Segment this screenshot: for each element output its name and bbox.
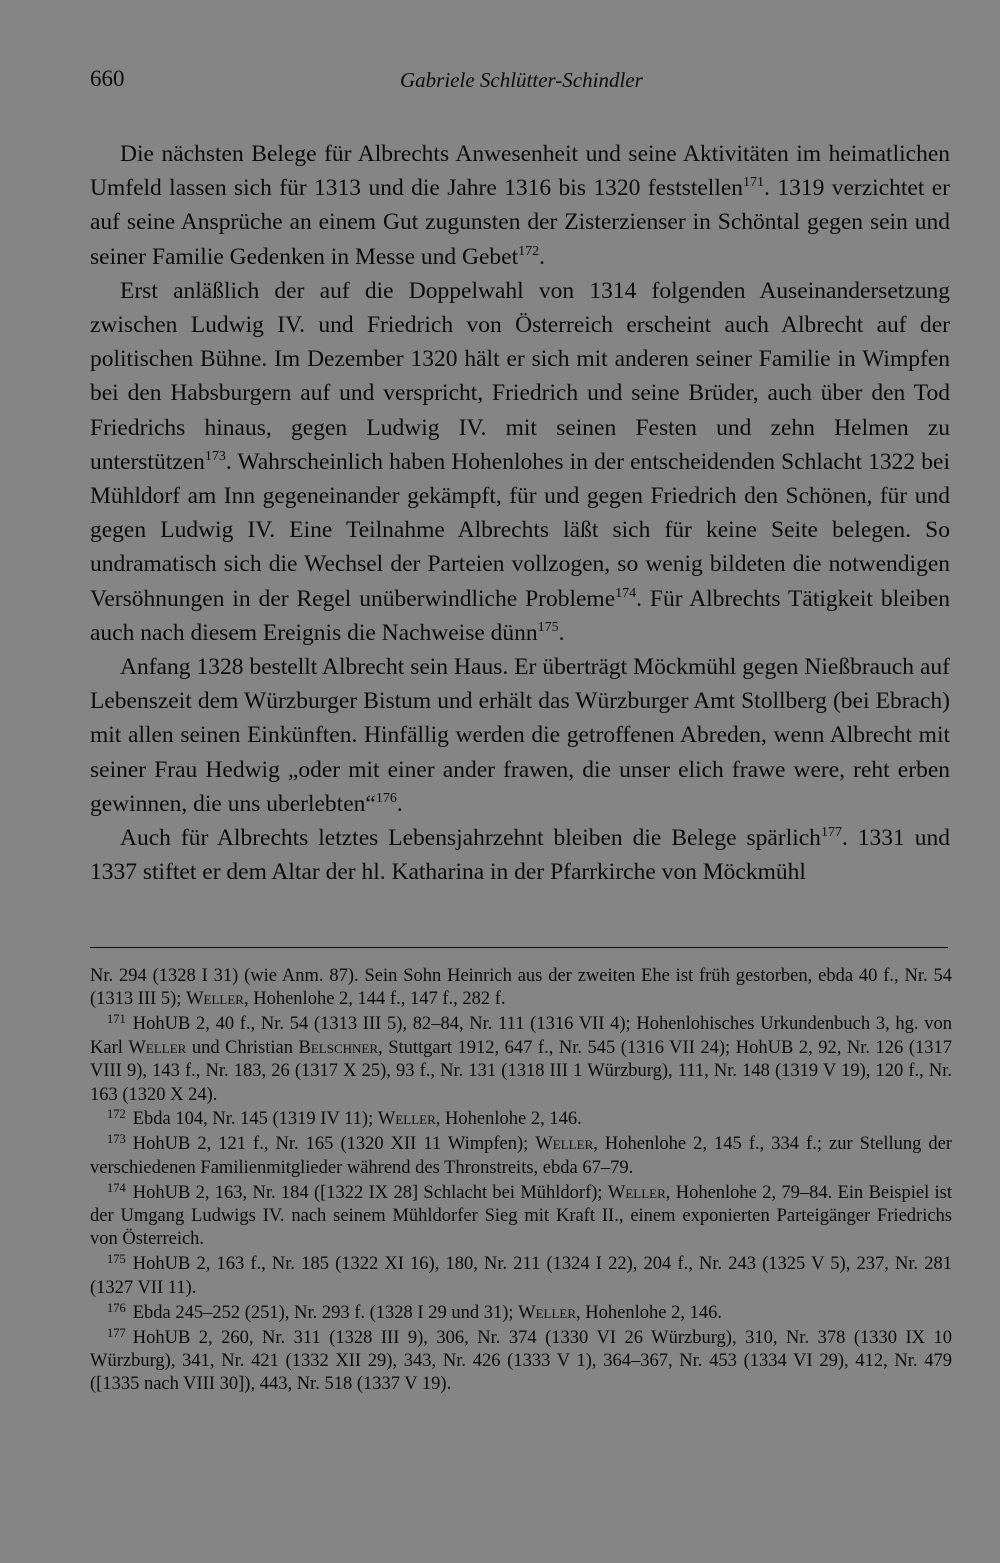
footnote-number: 171 — [107, 1012, 126, 1027]
text-run: . 1331 und 1337 stiftet er dem Altar der hl. Katharina in der Pfarrkirche von Möckmühl — [90, 825, 950, 886]
footnote-number: 173 — [107, 1132, 126, 1147]
footnote — [90, 1108, 952, 1131]
text-run: HohUB 2, 40 f., Nr. 54 (1313 III 5), 82–84, Nr. 111 (1316 VII 4); Hohenlohisches Urkundenbuch 3, hg. von Karl — [90, 1014, 952, 1058]
text-run: Die nächsten Belege für Albrechts Anwesenheit und seine Aktivitäten im heimatlichen Umfeld lassen sich für 1313 und die Jahre 1316 bis 1320 feststellen — [90, 141, 950, 202]
footnote — [90, 1133, 952, 1180]
author-name: Weller — [607, 1182, 666, 1203]
footnote-ref: 176 — [375, 790, 397, 806]
footnote-ref: 177 — [820, 825, 842, 841]
text-run: , Hohenlohe 2, 146. — [576, 1302, 722, 1323]
footnotes — [90, 965, 952, 1398]
footnote — [90, 1013, 952, 1107]
text-run: . Wahrscheinlich haben Hohenlohes in der entscheidenden Schlacht 1322 bei Mühldorf am Inn gegeneinander gekämpft, für und gegen Friedrich den Schönen, für und gegen Ludwig IV. Eine Teilnahme Albrechts läßt sich für keine Seite belegen. So undramatisch sich die Wechsel der Parteien vollzogen, so wenig bildeten die notwendigen Versöhnungen in der Regel unüberwindliche Probleme — [90, 448, 950, 612]
footnote-ref: 173 — [204, 448, 226, 464]
paragraph — [90, 821, 950, 889]
main-text — [90, 137, 950, 889]
text-run: HohUB 2, 163 f., Nr. 185 (1322 XI 16), 180, Nr. 211 (1324 I 22), 204 f., Nr. 243 (1325 V 5), 237, Nr. 281 (1327 VII 11). — [90, 1254, 952, 1298]
footnote — [90, 1327, 952, 1397]
footnote-number: 172 — [107, 1107, 126, 1122]
footnote-ref: 172 — [518, 243, 540, 259]
text-run: . 1319 verzichtet er auf seine Ansprüche an einem Gut zugunsten der Zisterzienser in Schöntal gegen sein und seiner Familie Gedenken in Messe und Gebet — [90, 175, 950, 270]
text-run: HohUB 2, 163, Nr. 184 ([1322 IX 28] Schlacht bei Mühldorf); — [132, 1182, 608, 1203]
text-run: , Hohenlohe 2, 79–84. Ein Beispiel ist der Umgang Ludwigs IV. nach seinem Mühldorfer Sieg mit Kraft II., einem exponierten Parteigänger Friedrichs von Österreich. — [90, 1182, 952, 1250]
page-number: 660 — [90, 66, 125, 91]
author-name: Weller — [535, 1134, 594, 1155]
footnote-ref: 174 — [615, 585, 637, 601]
text-run: . — [558, 619, 565, 646]
footnote-rule — [90, 947, 948, 948]
text-run: . Für Albrechts Tätigkeit bleiben auch nach diesem Ereignis die Nachweise dünn — [90, 585, 950, 646]
text-run: Auch für Albrechts letztes Lebensjahrzehnt bleiben die Belege spärlich — [120, 825, 821, 852]
text-run: HohUB 2, 260, Nr. 311 (1328 III 9), 306, Nr. 374 (1330 VI 26 Würzburg), 310, Nr. 378 (1330 IX 10 Würzburg), 341, Nr. 421 (1332 XII 29), 343, Nr. 426 (1333 V 1), 364–367, Nr. 453 (1334 VI 29), 412, Nr. 479 ([1335 nach VIII 30]), 443, Nr. 518 (1337 V 19). — [90, 1327, 952, 1395]
footnote-number: 175 — [107, 1252, 126, 1267]
author-name: Weller — [186, 989, 244, 1010]
text-run: und Christian — [186, 1037, 299, 1058]
author-name: Weller — [518, 1302, 577, 1323]
footnote-number: 174 — [107, 1180, 126, 1195]
author-name: Weller — [377, 1109, 436, 1130]
text-run: , Hohenlohe 2, 146. — [435, 1109, 582, 1130]
text-run: Anfang 1328 bestellt Albrecht sein Haus. Er überträgt Möckmühl gegen Nießbrauch auf Lebenszeit dem Würzburger Bistum und erhält das Würzburger Amt Stollberg (bei Ebrach) mit allen seinen Einkünften. Hinfällig werden die getroffenen Abreden, wenn Albrecht mit seiner Frau Hedwig „oder mit einer ander frawen, die unser elich frawe were, reht erben gewinnen, die uns uberlebten“ — [90, 654, 950, 817]
author-name: Weller — [128, 1037, 187, 1058]
footnote-ref: 171 — [743, 175, 765, 191]
text-run: Ebda 245–252 (251), Nr. 293 f. (1328 I 29 und 31); — [132, 1302, 519, 1323]
footnote-ref: 175 — [537, 619, 559, 635]
text-run: Nr. 294 (1328 I 31) (wie Anm. 87). Sein Sohn Heinrich aus der zweiten Ehe ist früh gestorben, ebda 40 f., Nr. 54 (1313 III 5); — [90, 966, 952, 1010]
paragraph — [90, 137, 950, 274]
text-run: Ebda 104, Nr. 145 (1319 IV 11); — [132, 1109, 378, 1130]
text-run: , Stuttgart 1912, 647 f., Nr. 545 (1316 VII 24); HohUB 2, 92, Nr. 126 (1317 VIII 9), 143 f., Nr. 183, 26 (1317 X 25), 93 f., Nr. 131 (1318 III 1 Würzburg), 111, Nr. 148 (1319 V 19), 120 f., Nr. 163 (1320 X 24). — [90, 1037, 952, 1105]
page-header — [90, 66, 950, 102]
footnote — [90, 1182, 952, 1252]
footnote — [90, 1253, 952, 1300]
text-run: . — [396, 790, 403, 817]
author-name: Belschner — [298, 1037, 379, 1058]
paragraph — [90, 650, 950, 821]
paragraph — [90, 274, 950, 650]
text-run: Erst anläßlich der auf die Doppelwahl von 1314 folgenden Auseinandersetzung zwischen Ludwig IV. und Friedrich von Österreich erscheint auch Albrecht auf der politischen Bühne. Im Dezember 1320 hält er sich mit anderen seiner Familie in Wimpfen bei den Habsburgern auf und verspricht, Friedrich und seine Brüder, auch über den Tod Friedrichs hinaus, gegen Ludwig IV. mit seinen Festen und zehn Helmen zu unterstützen — [90, 277, 950, 475]
text-run: , Hohenlohe 2, 144 f., 147 f., 282 f. — [243, 989, 506, 1010]
text-run: , Hohenlohe 2, 145 f., 334 f.; zur Stellung der verschiedenen Familienmitglieder während des Thronstreits, ebda 67–79. — [90, 1134, 953, 1178]
footnote-number: 176 — [107, 1300, 126, 1315]
footnote — [90, 1302, 952, 1325]
text-run: . — [539, 243, 545, 270]
footnote — [90, 965, 952, 1012]
footnote-number: 177 — [107, 1325, 126, 1340]
text-run: HohUB 2, 121 f., Nr. 165 (1320 XII 11 Wimpfen); — [132, 1134, 536, 1155]
running-head: Gabriele Schlütter-Schindler — [400, 68, 643, 92]
